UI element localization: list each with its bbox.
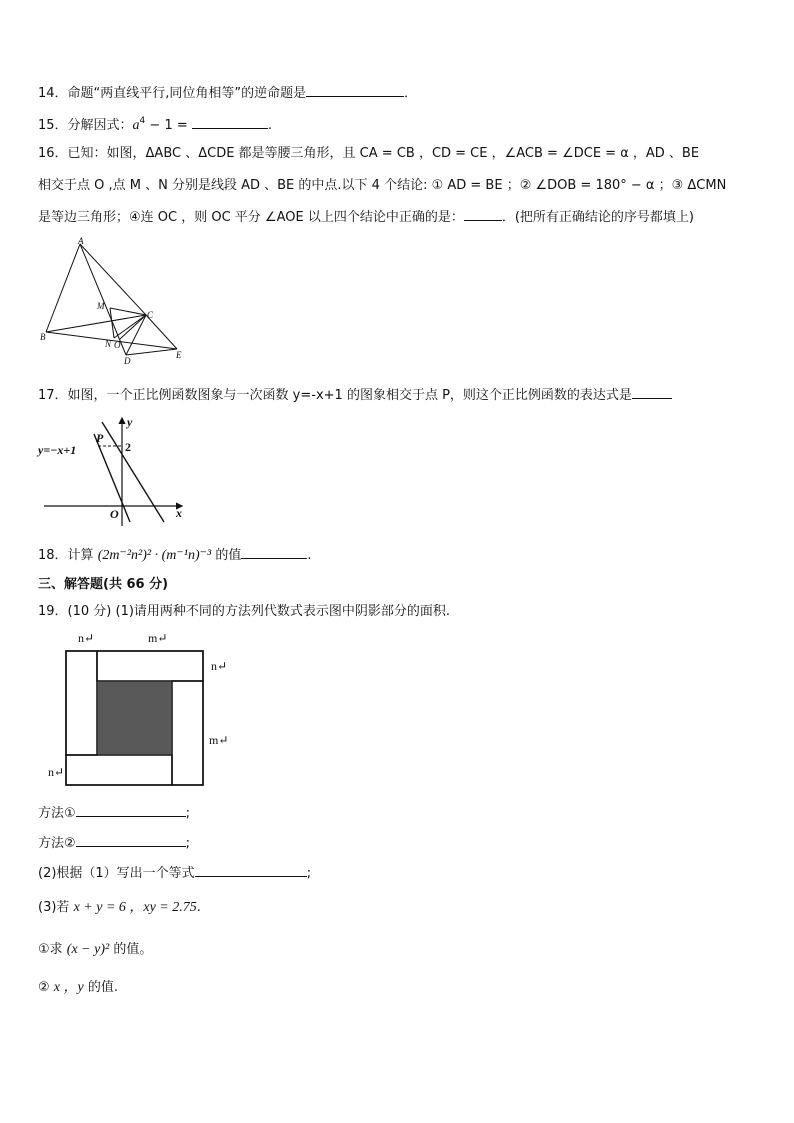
q14-text: 14．命题“两直线平行,同位角相等”的逆命题是 — [38, 86, 307, 101]
segment-ad — [80, 244, 126, 355]
sub-1-text-a: ①求 — [38, 942, 67, 957]
part-3-end: . — [196, 900, 201, 915]
q15-answer-blank[interactable] — [192, 116, 268, 129]
label-x-axis: x — [176, 506, 182, 520]
q15-expr-base: a — [132, 118, 140, 133]
q14-answer-blank[interactable] — [306, 84, 404, 97]
edge-ac — [80, 244, 146, 315]
q15-expr-rest: − 1 = — [145, 118, 192, 133]
part-3-text: (3)若 — [38, 900, 74, 915]
label-point-p: P — [96, 431, 104, 445]
label-line-equation: y=−x+1 — [38, 443, 77, 457]
label-origin: O — [110, 507, 119, 521]
label-y-axis: y — [127, 415, 133, 429]
question-19-heading: 19．(10 分) (1)请用两种不同的方法列代数式表示图中阴影部分的面积. — [38, 604, 451, 619]
q15-text: 15．分解因式： — [38, 118, 133, 133]
q14-end: ． — [404, 86, 418, 101]
q18-end: . — [307, 548, 312, 563]
edge-de — [126, 349, 177, 355]
sub-1-expression: (x − y)² — [66, 942, 110, 957]
method-2-semicolon: ; — [185, 836, 191, 851]
sub-2-text-a: ② — [38, 980, 54, 995]
q19-square-figure — [40, 628, 240, 788]
q18-answer-blank[interactable] — [241, 546, 307, 559]
q18-text-a: 18．计算 — [38, 548, 98, 563]
rect-bottom — [66, 755, 172, 785]
q19-part-2 — [38, 864, 311, 882]
question-14 — [38, 84, 417, 102]
label-n-left: n↵ — [48, 765, 65, 779]
label-m-top: m↵ — [148, 631, 168, 645]
part-2-blank[interactable] — [195, 864, 307, 877]
sub-1-text-b: 的值。 — [109, 942, 153, 957]
rect-right — [172, 681, 203, 785]
label-m-right: m↵ — [209, 733, 229, 747]
q16-triangle-figure — [38, 236, 198, 364]
method-1-semicolon: ; — [185, 806, 191, 821]
q17-answer-blank[interactable] — [632, 386, 672, 399]
question-16-line-2: 相交于点 O ,点 M 、N 分别是线段 AD 、BE 的中点.以下 4 个结论: ① AD = BE ；② ∠DOB = 180° − α ；③ ΔCMN — [38, 178, 727, 193]
label-c: C — [147, 310, 154, 320]
q16-answer-blank[interactable] — [464, 208, 502, 221]
q15-end: . — [267, 118, 273, 133]
method-2-blank[interactable] — [76, 834, 186, 847]
edge-cd — [126, 315, 146, 355]
label-n-right: n↵ — [211, 659, 228, 673]
segment-mn — [110, 308, 114, 338]
label-d: D — [124, 356, 131, 364]
method-1-label: 方法① — [38, 806, 76, 821]
edge-ce — [146, 315, 177, 349]
q16-line3-a: 是等边三角形；④连 OC ，则 OC 平分 ∠AOE 以上四个结论中正确的是： — [38, 210, 464, 225]
q17-function-graph — [36, 414, 188, 528]
label-o: O — [114, 340, 121, 350]
segment-nc — [114, 315, 146, 338]
segment-be — [46, 332, 177, 349]
q17-text: 17．如图，一个正比例函数图象与一次函数 y=-x+1 的图象相交于点 P，则这个正比例函数的表达式是 — [38, 388, 632, 403]
label-m: M — [97, 301, 105, 311]
q19-method-2 — [38, 834, 190, 852]
part-2-semicolon: ; — [306, 866, 312, 881]
q19-sub-2 — [38, 980, 118, 996]
question-15 — [38, 116, 272, 134]
section-3-heading: 三、解答题(共 66 分) — [38, 577, 169, 592]
label-b: B — [40, 332, 46, 342]
question-18 — [38, 546, 312, 564]
label-n-top: n↵ — [78, 631, 95, 645]
q16-line3-b: ．(把所有正确结论的序号都填上) — [501, 210, 694, 225]
q19-method-1 — [38, 804, 190, 822]
label-e: E — [176, 350, 182, 360]
q19-part-3 — [38, 900, 201, 916]
rect-left — [66, 651, 97, 755]
q18-expression: (2m⁻²n²)² · (m⁻¹n)⁻³ — [97, 548, 212, 563]
part-2-text: (2)根据（1）写出一个等式 — [38, 866, 195, 881]
question-17 — [38, 386, 672, 404]
q15-expr-exponent: 4 — [139, 116, 146, 126]
shaded-square — [97, 681, 172, 755]
sub-2-text-b: 的值. — [83, 980, 118, 995]
method-2-label: 方法② — [38, 836, 76, 851]
question-16-line-3 — [38, 208, 694, 226]
rect-top — [97, 651, 203, 681]
label-y-tick-2: 2 — [125, 440, 131, 454]
edge-ab — [46, 244, 80, 332]
label-n: N — [105, 339, 112, 349]
sub-2-expression: x ，y — [53, 980, 84, 995]
q18-text-b: 的值 — [211, 548, 242, 563]
label-a: A — [78, 236, 84, 246]
method-1-blank[interactable] — [76, 804, 186, 817]
question-16-line-1: 16．已知：如图，ΔABC 、ΔCDE 都是等腰三角形，且 CA = CB ，CD = CE ，∠ACB = ∠DCE = α ，AD 、BE — [38, 146, 700, 161]
part-3-expression: x + y = 6 ，xy = 2.75 — [73, 900, 197, 915]
q19-sub-1 — [38, 942, 152, 958]
